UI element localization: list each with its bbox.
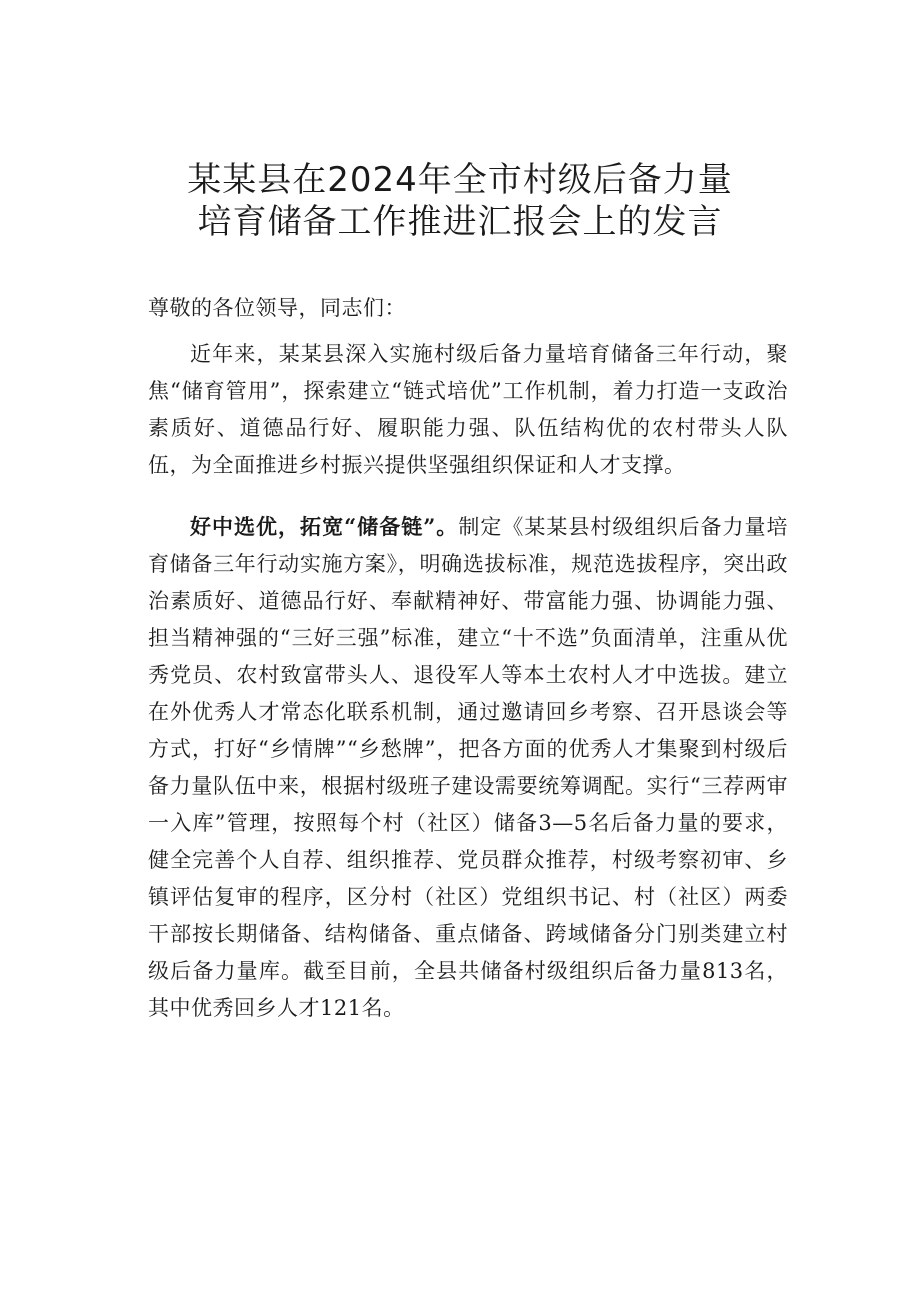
document-title-line-1: 某某县在2024年全市村级后备力量: [187, 160, 733, 200]
paragraph-section-1: [148, 508, 788, 1027]
section-heading: 好中选优，拓宽“储备链”。: [190, 514, 459, 539]
section-body: 制定《某某县村级组织后备力量培育储备三年行动实施方案》，明确选拔标准，规范选拔程序，突出政治素质好、道德品行好、奉献精神好、带富能力强、协调能力强、担当精神强的“三好三强”标准，建立“十不选”负面清单，注重从优秀党员、农村致富带头人、退役军人等本土农村人才中选拔。建立在外优秀人才常态化联系机制，通过邀请回乡考察、召开恳谈会等方式，打好“乡情牌”“乡愁牌”，把各方面的优秀人才集聚到村级后备力量队伍中来，根据村级班子建设需要统筹调配。实行“三荐两审一入库”管理，按照每个村（社区）储备3—5名后备力量的要求，健全完善个人自荐、组织推荐、党员群众推荐，村级考察初审、乡镇评估复审的程序，区分村（社区）党组织书记、村（社区）两委干部按长期储备、结构储备、重点储备、跨域储备分门别类建立村级后备力量库。截至目前，全县共储备村级组织后备力量813名，其中优秀回乡人才121名。: [148, 515, 788, 1020]
salutation: 尊敬的各位领导，同志们：: [148, 296, 406, 320]
paragraph-intro: 近年来，某某县深入实施村级后备力量培育储备三年行动，聚焦“储育管用”，探索建立“链式培优”工作机制，着力打造一支政治素质好、道德品行好、履职能力强、队伍结构优的农村带头人队伍，为全面推进乡村振兴提供坚强组织保证和人才支撑。: [148, 342, 788, 477]
document-title-line-2: 培育储备工作推进汇报会上的发言: [197, 202, 723, 242]
